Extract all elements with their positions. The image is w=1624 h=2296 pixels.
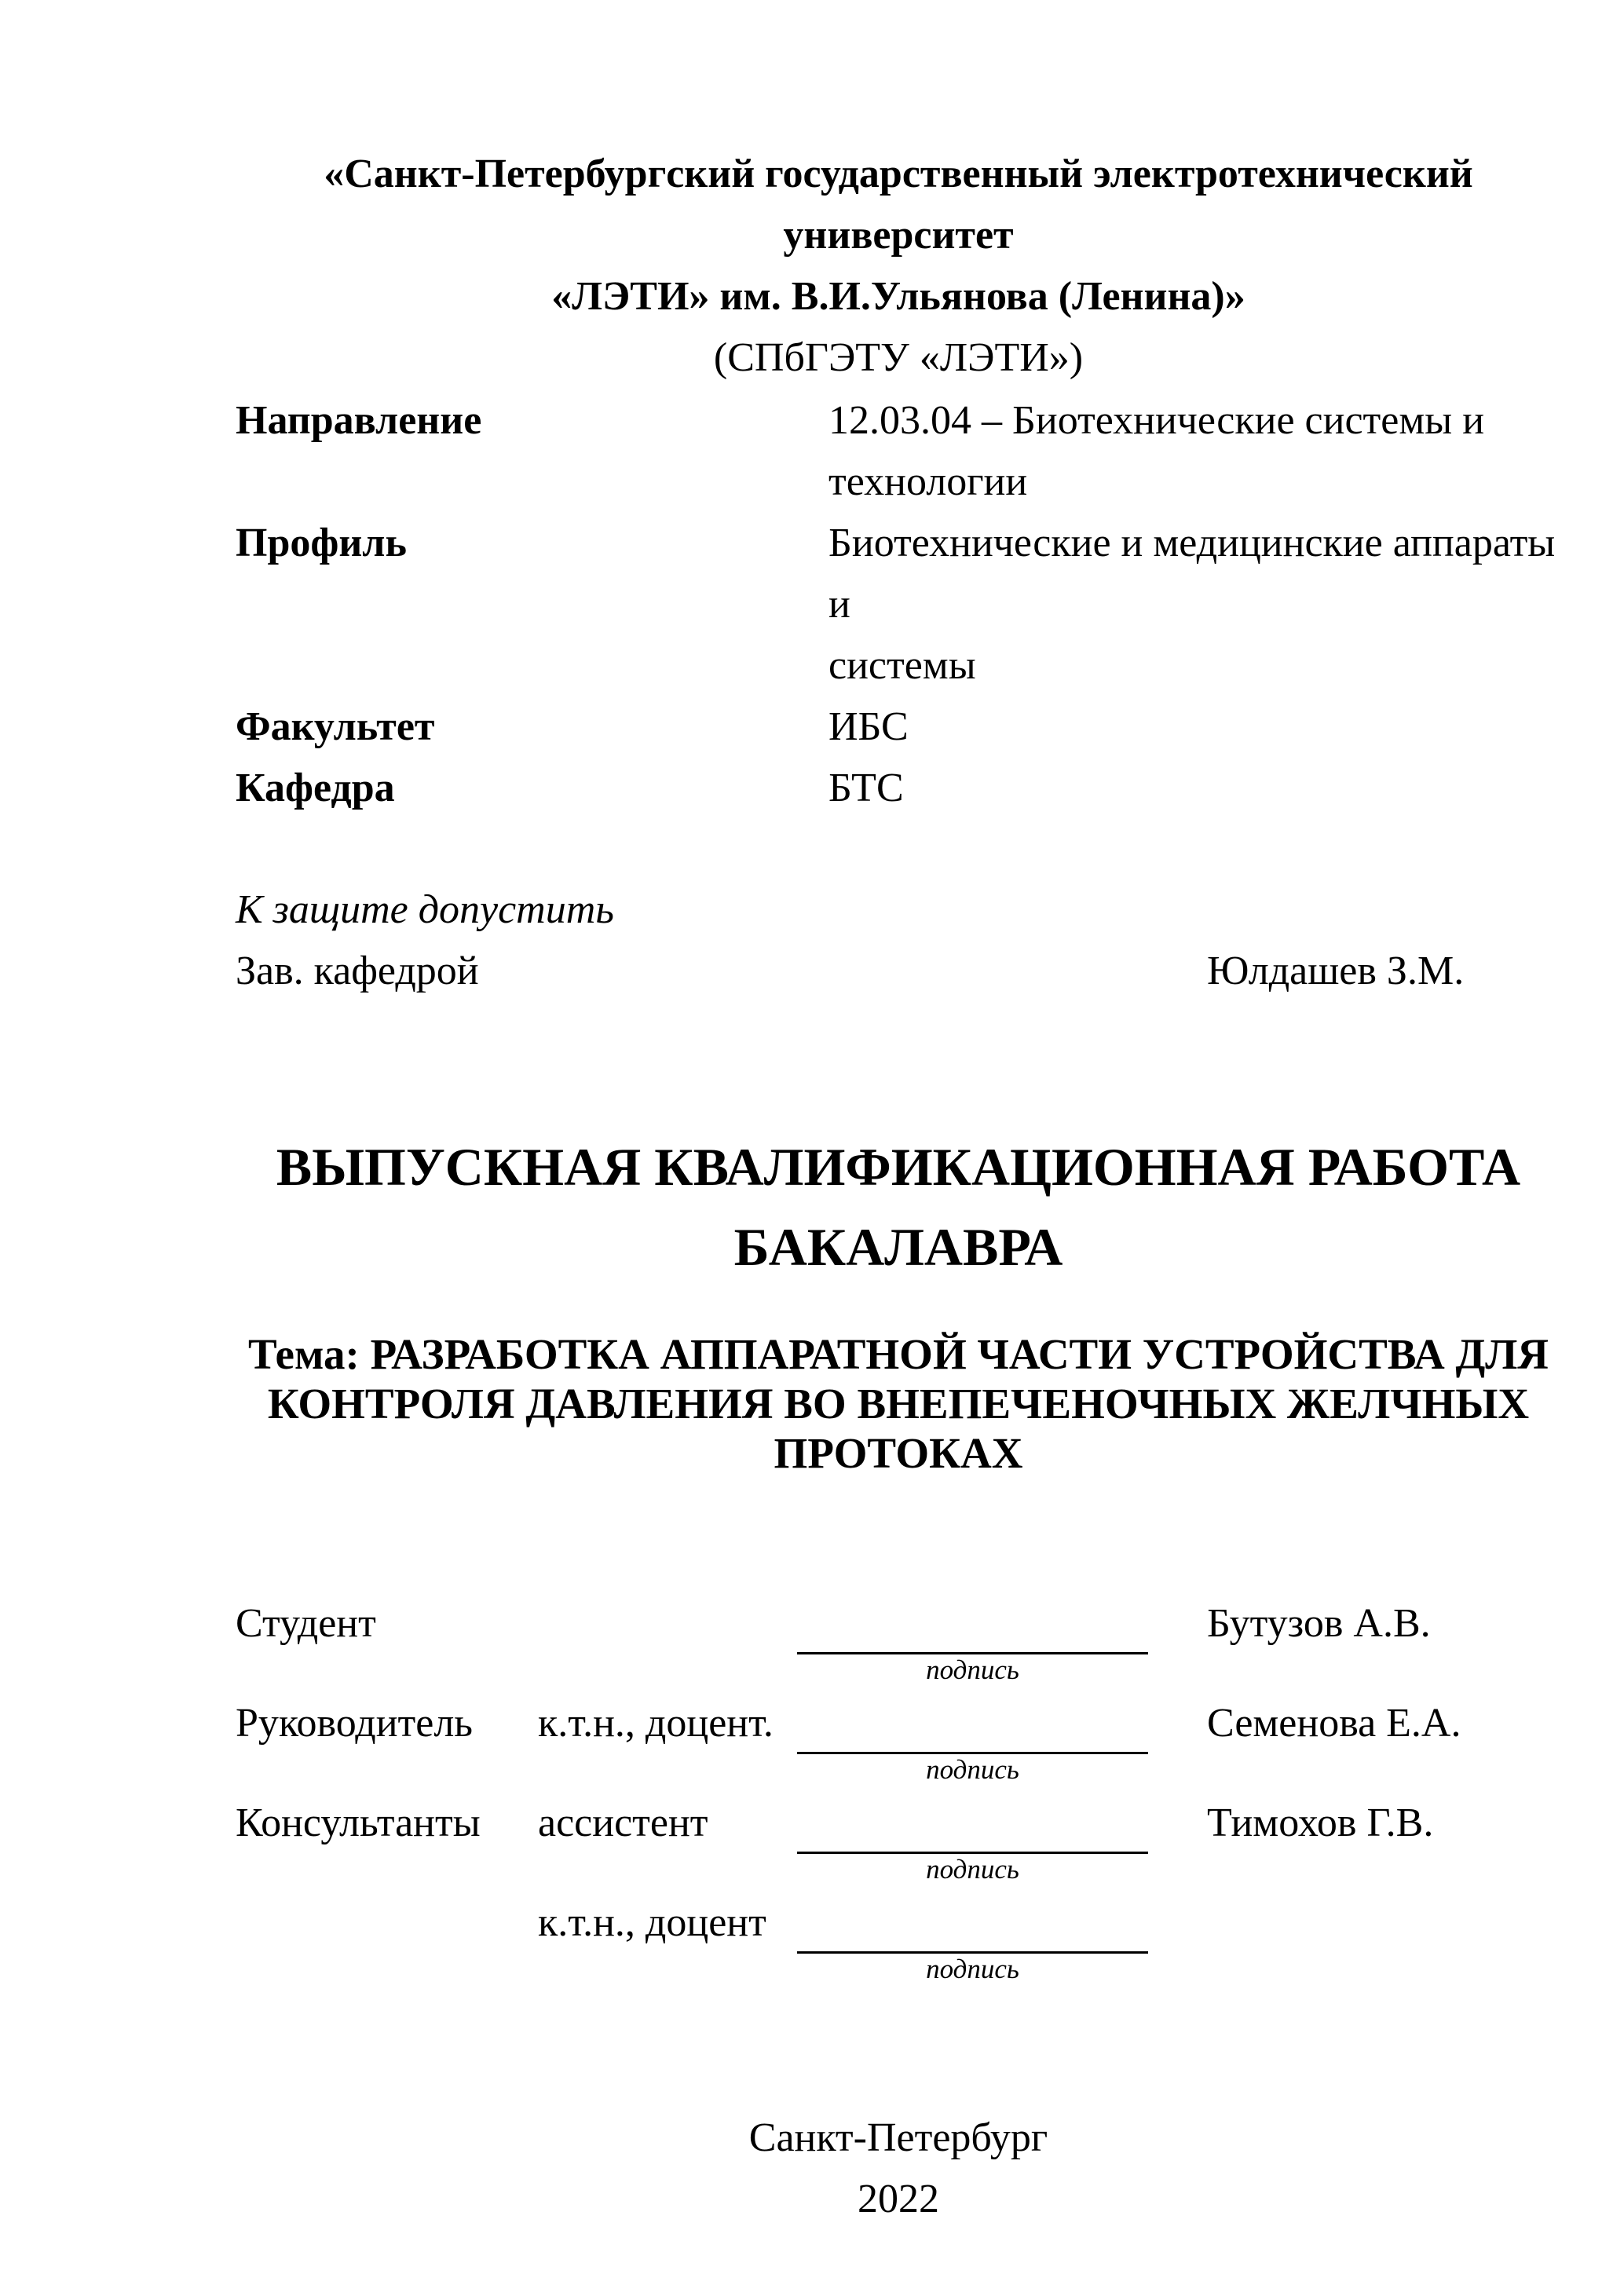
department-label: Кафедра [236,766,395,810]
profile-value-line1: Биотехнические и медицинские аппараты и [828,521,1556,627]
signature-row-consultant-1 [236,1799,1561,1885]
supervisor-role-label: Руководитель [236,1701,473,1746]
university-abbreviation: (СПбГЭТУ «ЛЭТИ») [713,335,1084,380]
signature-table [236,1600,1561,1985]
info-row-faculty [236,696,1561,758]
consultant2-signature-field [797,1899,1148,1985]
signature-row-student [236,1600,1561,1686]
theme-line3: ПРОТОКАХ [774,1429,1023,1477]
consultant1-name: Тимохов Г.В. [1207,1801,1434,1845]
info-row-department [236,758,1561,819]
theme-line2: КОНТРОЛЯ ДАВЛЕНИЯ ВО ВНЕПЕЧЕНОЧНЫХ ЖЕЛЧНЫХ [267,1380,1530,1428]
page-footer [236,2108,1561,2230]
university-header [236,144,1561,389]
work-title-line1: ВЫПУСКНАЯ КВАЛИФИКАЦИОННАЯ РАБОТА [276,1137,1521,1197]
footer-year: 2022 [858,2177,939,2221]
direction-value [828,390,1561,513]
theme-line1: Тема: РАЗРАБОТКА АППАРАТНОЙ ЧАСТИ УСТРОЙСТВА ДЛЯ [247,1330,1549,1378]
consultant2-degree-label: к.т.н., доцент [538,1900,766,1945]
info-row-direction [236,390,1561,513]
direction-value-line2: технологии [828,459,1028,504]
faculty-label: Факультет [236,704,435,749]
department-head-role: Зав. кафедрой [236,949,479,993]
admission-note: К защите допустить [236,887,614,932]
profile-value [828,513,1561,696]
student-role-label: Студент [236,1601,376,1646]
student-name: Бутузов А.В. [1207,1601,1431,1646]
department-head-name: Юлдашев З.М. [1207,949,1465,993]
supervisor-name: Семенова Е.А. [1207,1701,1461,1746]
faculty-value: ИБС [828,704,909,749]
profile-label: Профиль [236,521,407,565]
university-name-line1: «Санкт-Петербургский государственный электротехнический университет [324,152,1473,258]
department-head-row [236,941,1561,1002]
theme-title [236,1329,1561,1478]
signature-row-supervisor [236,1699,1561,1786]
signature-caption: подпись [926,1654,1019,1685]
direction-label: Направление [236,398,482,443]
admission-block [236,879,1561,1002]
supervisor-signature-field [797,1699,1148,1786]
signature-caption: подпись [926,1754,1019,1785]
consultants-role-label: Консультанты [236,1801,481,1845]
consultant1-signature-field [797,1799,1148,1885]
signature-row-consultant-2 [236,1899,1561,1985]
consultant1-degree-label: ассистент [538,1801,708,1845]
footer-city: Санкт-Петербург [748,2115,1048,2160]
program-info-table [236,390,1561,819]
info-row-profile [236,513,1561,696]
signature-caption: подпись [926,1854,1019,1885]
supervisor-degree-label: к.т.н., доцент. [538,1701,774,1746]
direction-value-line1: 12.03.04 – Биотехнические системы и [828,398,1485,443]
work-title-line2: БАКАЛАВРА [733,1217,1063,1277]
university-name-line2: «ЛЭТИ» им. В.И.Ульянова (Ленина)» [551,274,1245,319]
work-title [236,1127,1561,1287]
student-signature-field [797,1600,1148,1686]
department-value: БТС [828,766,904,810]
profile-value-line2: системы [828,643,976,688]
signature-caption: подпись [926,1954,1019,1984]
